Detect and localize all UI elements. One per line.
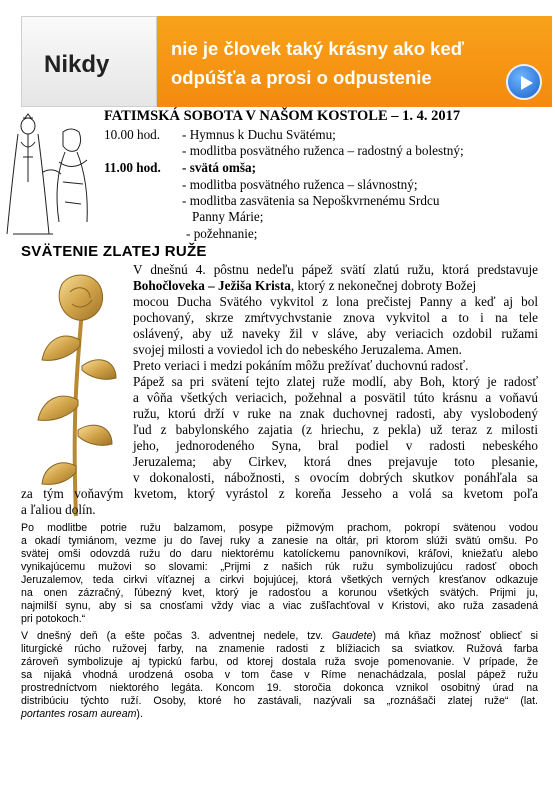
golden-rose-illustration	[32, 270, 118, 518]
schedule-time-1: 10.00 hod.	[104, 127, 161, 142]
para4-line: liturgické rúcho ružovej farby, na znamenie radosti z blížiacich sa sviatkov. Ružová farba	[21, 643, 538, 655]
para4-text: ).	[136, 708, 143, 720]
para4-line: distribúciu týchto ruží. Osoby, ktoré ho zastávali, nazývali sa „roznášači zlatej ruže“ (lat.	[21, 695, 538, 707]
para4-line	[21, 630, 538, 643]
para3-line: a okadí tymiánom, vezme ju do ľavej ruky a zanesie na oltár, pri ktorom slúži svätú omšu. Po	[21, 535, 538, 547]
para4-text: ) má kňaz možnosť obliecť si	[372, 630, 538, 642]
para2-line: ľud z babylonského zajatia (z hriechu, z pekla) už teraz z milosti	[133, 422, 538, 437]
para4-line: prostredníctvom niektorého legáta. Koncom 19. storočia dokonca vznikol osobitný úrad na	[21, 682, 538, 694]
banner-right-panel	[157, 16, 552, 107]
page-title: FATIMSKÁ SOBOTA V NAŠOM KOSTOLE – 1. 4. 2017	[104, 108, 461, 124]
para3-line: najmilší synu, aby si sa cnosťami vždy viac a viac zušľachťoval v Kristovi, ako ruža zasadená	[21, 600, 538, 612]
para1-line: svojej milosti a voviedol ich do nebeského Jeruzalema. Amen.	[133, 342, 462, 357]
para1-line	[133, 278, 476, 294]
para2-line: v dokonalosti, nábožnosti, s ovocím dobrých skutkov ponáhľala sa	[133, 470, 538, 485]
para4-line	[21, 708, 143, 721]
para3-line: Po modlitbe potrie ružu balzamom, posype pižmovým prachom, pokropí svätenou vodou	[21, 522, 538, 534]
schedule-item: - Hymnus k Duchu Svätému;	[182, 127, 336, 142]
para4-italic: Gaudete	[331, 630, 373, 642]
schedule-item: - modlitba zasvätenia sa Nepoškvrnenému Srdcu	[182, 193, 440, 208]
schedule-time-2: 11.00 hod.	[104, 160, 161, 175]
para1-line: mocou Ducha Svätého vykvitol z lona prečistej Panny a keď aj bol	[133, 294, 538, 309]
para1-line: pochovaný, skrze zmŕtvychvstanie znova vykvitol a to i na tele	[133, 310, 538, 325]
para3-line: Jeruzalemov, teda cirkvi víťaznej a cirkvi bojujúcej, ktorá všetkých verných kresťanov odkazuje	[21, 574, 538, 586]
banner-ad[interactable]	[21, 16, 552, 107]
para1-line-rest: , ktorý z nekonečnej dobroty Božej	[290, 278, 477, 293]
para2-line: Jeruzalema; aby Cirkev, ktorá dnes prejavuje toto plesanie,	[133, 454, 538, 469]
para2-line: a ľaliou dolín.	[21, 502, 96, 517]
para3-line: na onen zázračný, ľúbezný kvet, ktorý je radosťou a korunou všetkých svätých. Prijmi ju,	[21, 587, 538, 599]
para2-line: za tým voňavým kvetom, ktorý vyrástol z koreňa Jesseho a volá sa kvetom poľa	[21, 486, 538, 501]
fatima-sketch-illustration	[3, 112, 103, 236]
para2-line: a vôňa všetkých veriacich, požehnal a posvätil túto krásnu a voňavú	[133, 390, 538, 405]
para4-text: V dnešný deň (a ešte počas 3. adventnej nedele, tzv.	[21, 630, 332, 642]
schedule-item: Panny Márie;	[192, 209, 264, 224]
para1-bold: Bohočloveka – Ježiša Krista	[133, 278, 291, 293]
para2-line: Pápež sa pri svätení tejto zlatej ruže modlí, aby Boh, ktorý je radosť	[133, 374, 538, 389]
play-arrow-icon[interactable]	[506, 64, 542, 100]
para1-line: Preto veriaci i medzi pokáním môžu prežívať duchovnú radosť.	[133, 358, 469, 373]
schedule-item: - svätá omša;	[182, 160, 256, 175]
para3-line: svätej omši odovzdá ružu do daru niektorému katolíckemu panovníkovi, kráľovi, kniežaťu alebo	[21, 548, 538, 560]
para4-italic: portantes rosam auream	[21, 708, 137, 720]
para2-line: jeho, jednorodeného Syna, bral podiel v radosti nebeského	[133, 438, 538, 453]
para4-line: zároveň symbolizuje aj typickú farbu, od ktorej dostala ruža svoje pomenovanie. V prípade, že	[21, 656, 538, 668]
schedule-item: - modlitba posvätného ruženca – radostný a bolestný;	[182, 143, 464, 158]
para3-line: pri potokoch.“	[21, 613, 86, 625]
para4-line: sa nijaká vhodná urodzená osoba v tom čase v Ríme nenachádzala, poslal pápež ružu	[21, 669, 538, 681]
para2-line: ružu, ktorú drží v ruke na znak duchovnej radosti, aby vyslobodený	[133, 406, 538, 421]
banner-line-2: odpúšťa a prosi o odpustenie	[171, 67, 432, 88]
schedule-item: - modlitba posvätného ruženca – slávnostný;	[182, 177, 418, 192]
banner-line-1: nie je človek taký krásny ako keď	[171, 38, 465, 59]
banner-left-panel	[21, 16, 157, 107]
section-heading: SVÄTENIE ZLATEJ RUŽE	[21, 243, 207, 260]
para3-line: vynikajúcemu mužovi so slovami: „Prijmi z našich rúk ružu symbolizujúcu radosť oboch	[21, 561, 538, 573]
para1-line: oslávený, aby už naveky žil v sláve, aby veriacich ozdobil ružami	[133, 326, 538, 341]
banner-left-word: Nikdy	[44, 51, 110, 78]
schedule-item: - požehnanie;	[186, 226, 258, 241]
para1-line: V dnešnú 4. pôstnu nedeľu pápež svätí zlatú ružu, ktorá predstavuje	[133, 262, 538, 277]
